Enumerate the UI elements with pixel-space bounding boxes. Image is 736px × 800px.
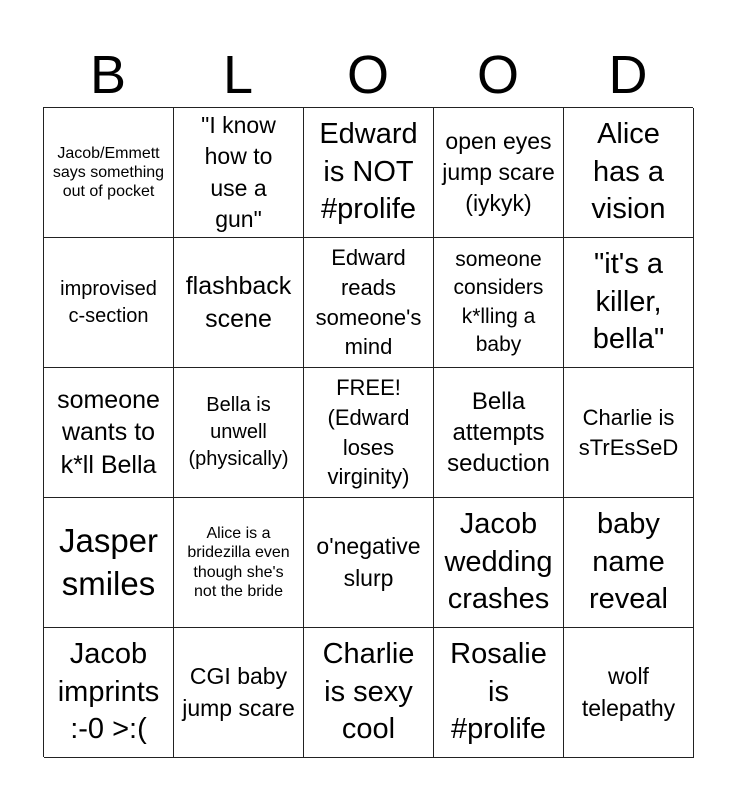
- header-letter-o2: O: [476, 45, 519, 105]
- header-letter-o1: O: [346, 45, 389, 105]
- bingo-cell-10[interactable]: "it's a killer, bella": [564, 238, 694, 368]
- bingo-cell-2[interactable]: "I know how to use a gun": [174, 108, 304, 238]
- bingo-cell-20[interactable]: baby name reveal: [564, 498, 694, 628]
- bingo-cell-1[interactable]: Jacob/Emmett says something out of pocket: [44, 108, 174, 238]
- bingo-cell-25[interactable]: wolf telepathy: [564, 628, 694, 758]
- bingo-cell-5[interactable]: Alice has a vision: [564, 108, 694, 238]
- bingo-header: [43, 42, 693, 108]
- bingo-cell-24[interactable]: Rosalie is #prolife: [434, 628, 564, 758]
- bingo-cell-18[interactable]: o'negative slurp: [304, 498, 434, 628]
- bingo-cell-19[interactable]: Jacob wedding crashes: [434, 498, 564, 628]
- bingo-cell-16[interactable]: Jasper smiles: [44, 498, 174, 628]
- bingo-cell-3[interactable]: Edward is NOT #prolife: [304, 108, 434, 238]
- bingo-cell-22[interactable]: CGI baby jump scare: [174, 628, 304, 758]
- bingo-cell-15[interactable]: Charlie is sTrEsSeD: [564, 368, 694, 498]
- bingo-cell-6[interactable]: improvised c-section: [44, 238, 174, 368]
- header-letter-b: B: [89, 45, 127, 105]
- bingo-cell-4[interactable]: open eyes jump scare (iykyk): [434, 108, 564, 238]
- bingo-cell-7[interactable]: flashback scene: [174, 238, 304, 368]
- bingo-cell-11[interactable]: someone wants to k*ll Bella: [44, 368, 174, 498]
- bingo-cell-14[interactable]: Bella attempts seduction: [434, 368, 564, 498]
- bingo-cell-13[interactable]: FREE! (Edward loses virginity): [304, 368, 434, 498]
- bingo-cell-21[interactable]: Jacob imprints :-0 >:(: [44, 628, 174, 758]
- bingo-cell-8[interactable]: Edward reads someone's mind: [304, 238, 434, 368]
- header-letter-d: D: [608, 45, 648, 105]
- header-letter-l: L: [222, 45, 254, 105]
- bingo-board: [43, 107, 693, 757]
- bingo-cell-9[interactable]: someone considers k*lling a baby: [434, 238, 564, 368]
- bingo-cell-23[interactable]: Charlie is sexy cool: [304, 628, 434, 758]
- bingo-cell-17[interactable]: Alice is a bridezilla even though she's not the bride: [174, 498, 304, 628]
- bingo-cell-12[interactable]: Bella is unwell (physically): [174, 368, 304, 498]
